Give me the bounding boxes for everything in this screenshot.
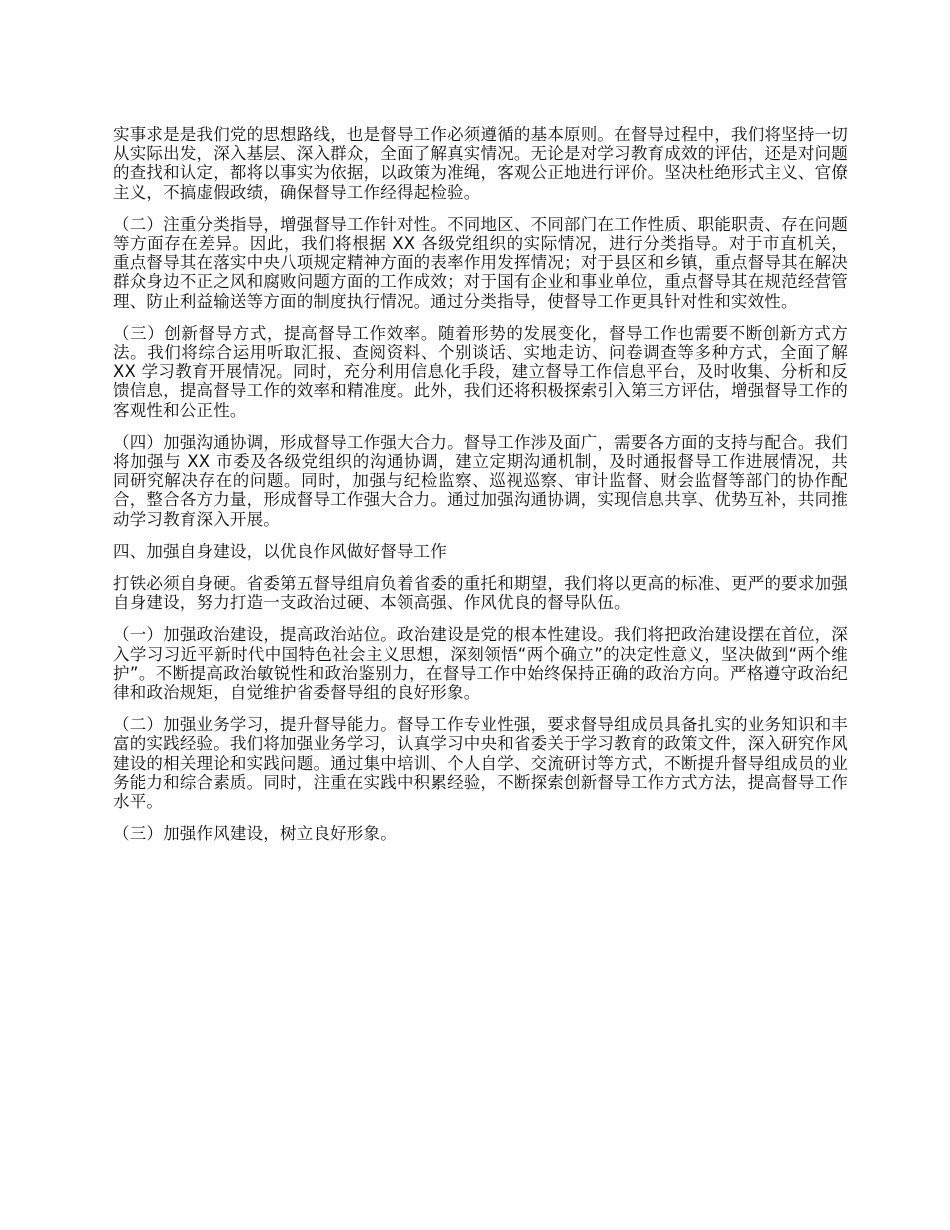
paragraph-business-learning: （二）加强业务学习，提升督导能力。督导工作专业性强，要求督导组成员具备扎实的业务知识和丰富的实践经验。我们将加强业务学习，认真学习中央和省委关于学习教育的政策文件，深入研究作风建设的相关理论和实践问题。通过集中培训、个人自学、交流研讨等方式，不断提升督导组成员的业务能力和综合素质。同时，注重在实践中积累经验，不断探索创新督导工作方式方法，提高督导工作水平。	[113, 715, 848, 812]
paragraph-political-building: （一）加强政治建设，提高政治站位。政治建设是党的根本性建设。我们将把政治建设摆在首位，深入学习习近平新时代中国特色社会主义思想，深刻领悟“两个确立”的决定性意义，坚决做到“两个维护”。不断提高政治敏锐性和政治鉴别力，在督导工作中始终保持正确的政治方向。严格遵守政治纪律和政治规矩，自觉维护省委督导组的良好形象。	[113, 625, 848, 703]
paragraph-communication-coordination: （四）加强沟通协调，形成督导工作强大合力。督导工作涉及面广，需要各方面的支持与配合。我们将加强与 XX 市委及各级党组织的沟通协调，建立定期沟通机制，及时通报督导工作进展情况，共同研究解决存在的问题。同时，加强与纪检监察、巡视巡察、审计监督、财会监督等部门的协作配合，整合各方力量，形成督导工作强大合力。通过加强沟通协调，实现信息共享、优势互补，共同推动学习教育深入开展。	[113, 432, 848, 529]
document-body	[113, 125, 848, 857]
paragraph-seek-truth: 实事求是是我们党的思想路线，也是督导工作必须遵循的基本原则。在督导过程中，我们将坚持一切从实际出发，深入基层、深入群众，全面了解真实情况。无论是对学习教育成效的评估，还是对问题的查找和认定，都将以事实为依据，以政策为准绳，客观公正地进行评价。坚决杜绝形式主义、官僚主义，不搞虚假政绩，确保督导工作经得起检验。	[113, 125, 848, 202]
section-heading-self-building: 四、加强自身建设，以优良作风做好督导工作	[113, 541, 447, 561]
paragraph-innovate-methods: （三）创新督导方式，提高督导工作效率。随着形势的发展变化，督导工作也需要不断创新方式方法。我们将综合运用听取汇报、查阅资料、个别谈话、实地走访、问卷调查等多种方式，全面了解 XX 学习教育开展情况。同时，充分利用信息化手段，建立督导工作信息平台，及时收集、分析和反馈信息，提高督导工作的效率和精准度。此外，我们还将积极探索引入第三方评估，增强督导工作的客观性和公正性。	[113, 323, 848, 420]
paragraph-classified-guidance: （二）注重分类指导，增强督导工作针对性。不同地区、不同部门在工作性质、职能职责、存在问题等方面存在差异。因此，我们将根据 XX 各级党组织的实际情况，进行分类指导。对于市直机关，重点督导其在落实中央八项规定精神方面的表率作用发挥情况；对于县区和乡镇，重点督导其在解决群众身边不正之风和腐败问题方面的工作成效；对于国有企业和事业单位，重点督导其在规范经营管理、防止利益输送等方面的制度执行情况。通过分类指导，使督导工作更具针对性和实效性。	[113, 214, 848, 311]
paragraph-self-building-intro: 打铁必须自身硬。省委第五督导组肩负着省委的重托和期望，我们将以更高的标准、更严的要求加强自身建设，努力打造一支政治过硬、本领高强、作风优良的督导队伍。	[113, 574, 848, 613]
paragraph-style-building: （三）加强作风建设，树立良好形象。	[113, 824, 397, 844]
